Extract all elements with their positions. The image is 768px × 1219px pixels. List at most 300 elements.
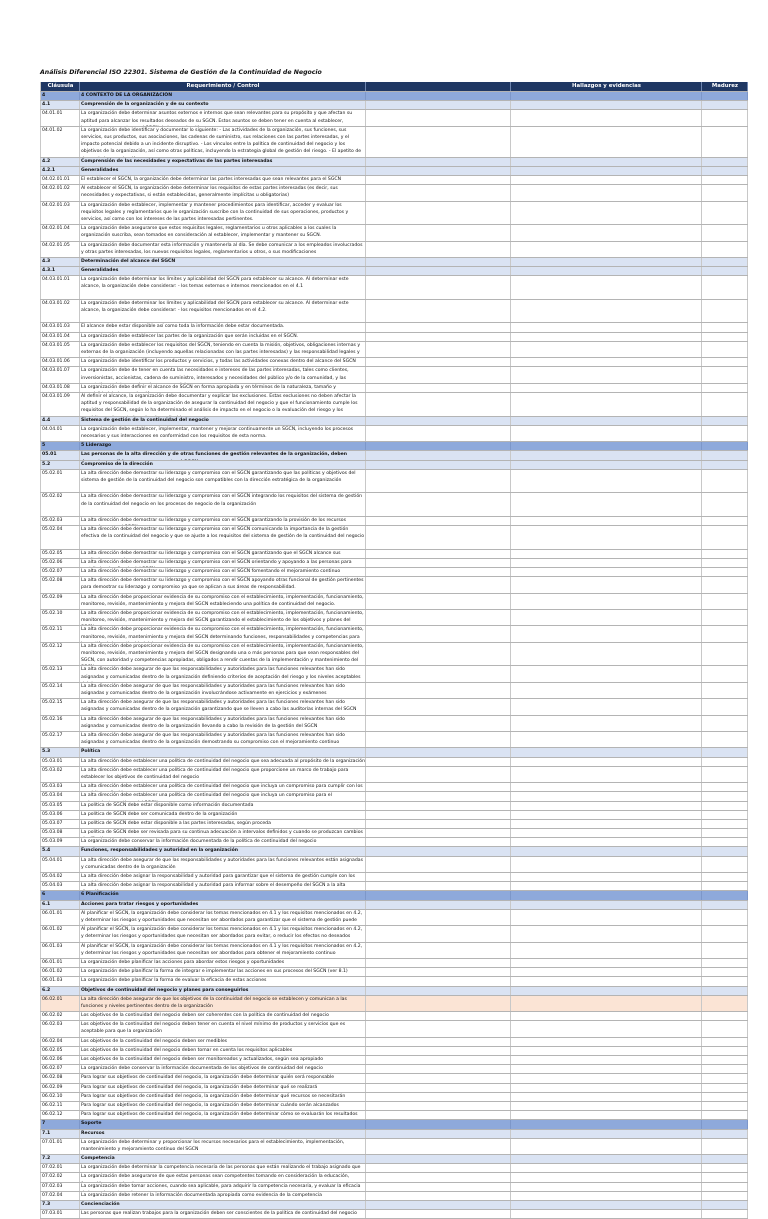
maturity-cell: [702, 1139, 748, 1154]
table-row: [40, 127, 748, 158]
table-row: [40, 838, 748, 847]
requirement-cell: Objetivos de continuidad del negocio y planes para conseguirlos: [80, 987, 366, 995]
requirement-cell: Competencia: [80, 1155, 366, 1163]
clause-cell: 04.03.01.06: [40, 358, 80, 366]
findings-cell: [511, 517, 702, 525]
clause-cell: 06.02.01: [40, 996, 80, 1011]
clause-cell: 05.02.04: [40, 526, 80, 549]
maturity-cell: [702, 926, 748, 941]
table-row: [40, 699, 748, 715]
clause-cell: 06.01.01: [40, 910, 80, 925]
requirement-cell: Compromiso de la dirección: [80, 461, 366, 469]
table-row: [40, 857, 748, 873]
maturity-cell: [702, 594, 748, 609]
requirement-cell: La alta dirección debe demostrar su liderazgo y compromiso con el SGCN orientando y apoyando a las personas para: [80, 559, 366, 567]
maturity-cell: [702, 442, 748, 450]
subsection-row: [40, 258, 748, 267]
findings-cell: [511, 493, 702, 516]
table-row: [40, 242, 748, 258]
requirement-cell: Política: [80, 748, 366, 756]
maturity-cell: [702, 1111, 748, 1119]
subsection-row: [40, 1201, 748, 1210]
maturity-cell: [702, 1093, 748, 1101]
table-row: [40, 758, 748, 767]
findings-cell: [511, 820, 702, 828]
maturity-cell: [702, 1038, 748, 1046]
requirement-overflow-cell: [366, 820, 511, 828]
findings-cell: [511, 267, 702, 275]
requirement-cell: La alta dirección debe establecer una política de continuidad del negocio que incluya un compromiso para el: [80, 792, 366, 800]
requirement-cell: La alta dirección debe asignar la responsabilidad y autoridad para garantizar que el sistema de gestión cumple con los: [80, 873, 366, 881]
table-row: [40, 493, 748, 517]
clause-cell: 06.02.12: [40, 1111, 80, 1119]
subsection-row: [40, 1155, 748, 1164]
findings-cell: [511, 526, 702, 549]
findings-cell: [511, 1130, 702, 1138]
requirement-overflow-cell: [366, 996, 511, 1011]
requirement-cell: Las personas que realizan trabajos para la organización deben ser conscientes de la política de continuidad del negocio: [80, 1210, 366, 1218]
table-row: [40, 559, 748, 568]
clause-cell: 07.02.03: [40, 1183, 80, 1191]
clause-cell: 5.2: [40, 461, 80, 469]
maturity-cell: [702, 426, 748, 441]
findings-cell: [511, 342, 702, 357]
clause-cell: 4.3: [40, 258, 80, 266]
requirement-overflow-cell: [366, 943, 511, 958]
requirement-overflow-cell: [366, 1065, 511, 1073]
requirement-overflow-cell: [366, 384, 511, 392]
requirement-overflow-cell: [366, 643, 511, 666]
requirement-cell: La alta dirección debe asegurar de que los objetivos de la continuidad del negocio se establecen y comunican a las funciones y niveles pertinentes dentro de la organización: [80, 996, 366, 1011]
clause-cell: 06.02.09: [40, 1084, 80, 1092]
gap-analysis-table: [40, 82, 748, 1219]
maturity-cell: [702, 873, 748, 881]
requirement-overflow-cell: [366, 626, 511, 641]
table-row: [40, 783, 748, 792]
maturity-cell: [702, 300, 748, 323]
table-row: [40, 470, 748, 494]
requirement-cell: La organización debe establecer, implementar y mantener procedimientos para identificar, acceder y evaluar los requisitos legales y reglamentarios que le organización suscribe con la continuidad de sus operaciones, productos y servicios, así como con los intereses de las partes interesadas pertinentes.: [80, 202, 366, 225]
findings-cell: [511, 748, 702, 756]
requirement-overflow-cell: [366, 891, 511, 899]
column-header-clausula: Cláusula: [40, 82, 80, 91]
requirement-overflow-cell: [366, 158, 511, 166]
findings-cell: [511, 300, 702, 323]
subsection-row: [40, 451, 748, 460]
clause-cell: 04.03.01.08: [40, 384, 80, 392]
column-header-spacer: [366, 82, 511, 91]
subsection-row: [40, 267, 748, 276]
maturity-cell: [702, 384, 748, 392]
requirement-cell: La alta dirección debe proporcionar evidencia de su compromiso con el establecimiento, implementación, funcionamiento, monitoreo, revisión, mantenimiento y mejora del SGCN estableciendo una política de continuidad del negocio.: [80, 594, 366, 609]
table-row: [40, 185, 748, 201]
requirement-cell: La organización debe establecer los requisitos del SGCN, teniendo en cuenta la misión, objetivos, obligaciones internas y externas de la organización (incluyendo aquellas relacionadas con las partes interesadas) y las responsabilidad legales y: [80, 342, 366, 357]
table-row: [40, 426, 748, 442]
table-row: [40, 802, 748, 811]
findings-cell: [511, 550, 702, 558]
requirement-cell: La organización debe retener la información documentada apropiada como evidencia de la competencia: [80, 1192, 366, 1200]
requirement-overflow-cell: [366, 829, 511, 837]
requirement-cell: Para lograr sus objetivos de continuidad del negocio, la organización debe determinar qué se realizará: [80, 1084, 366, 1092]
findings-cell: [511, 417, 702, 425]
table-row: [40, 1056, 748, 1065]
requirement-overflow-cell: [366, 926, 511, 941]
maturity-cell: [702, 158, 748, 166]
requirement-cell: Al establecer el SGCN, la organización debe determinar los requisitos de estas partes interesadas (es decir, sus necesidades y expectativas, si están establecidas, generalmente implícitas u obligatorias): [80, 185, 366, 200]
table-row: [40, 610, 748, 626]
findings-cell: [511, 1084, 702, 1092]
clause-cell: 06.01.03: [40, 977, 80, 985]
requirement-overflow-cell: [366, 873, 511, 881]
requirement-overflow-cell: [366, 758, 511, 766]
maturity-cell: [702, 342, 748, 357]
requirement-overflow-cell: [366, 1139, 511, 1154]
column-header-hallazgos: Hallazgos y evidencias: [511, 82, 702, 91]
requirement-cell: La alta dirección debe demostrar su liderazgo y compromiso con el SGCN apoyando otras funcional de gestión pertinentes para demostrar su liderazgo y compromiso ya que se aplican a sus áreas de responsabilidad.: [80, 577, 366, 592]
findings-cell: [511, 384, 702, 392]
findings-cell: [511, 461, 702, 469]
requirement-cell: 6 Planificación: [80, 891, 366, 899]
requirement-overflow-cell: [366, 838, 511, 846]
requirement-cell: La alta dirección debe demostrar su liderazgo y compromiso con el SGCN integrando los requisitos del sistema de gestión de la continuidad del negocio en los procesos de negocio de la organización: [80, 493, 366, 516]
requirement-overflow-cell: [366, 767, 511, 782]
requirement-cell: La alta dirección debe demostrar su liderazgo y compromiso con el SGCN comunicando la importancia de la gestión efectiva de la continuidad del negocio y que se ajuste a los requisitos del sistema de gestión de la continuidad del negocio: [80, 526, 366, 549]
maturity-cell: [702, 1056, 748, 1064]
requirement-cell: La organización debe establecer las partes de la organización que serán incluidas en el SGCN.: [80, 333, 366, 341]
findings-cell: [511, 242, 702, 257]
findings-cell: [511, 699, 702, 714]
table-row: [40, 300, 748, 324]
clause-cell: 05.02.05: [40, 550, 80, 558]
requirement-cell: La alta dirección debe proporcionar evidencia de su compromiso con el establecimiento, implementación, funcionamiento, monitoreo, revisión, mantenimiento y mejora del SGCN garantizando el establecimiento de los objetivos y planes del: [80, 610, 366, 625]
table-row: [40, 1047, 748, 1056]
maturity-cell: [702, 626, 748, 641]
requirement-overflow-cell: [366, 550, 511, 558]
subsection-row: [40, 101, 748, 110]
maturity-cell: [702, 829, 748, 837]
findings-cell: [511, 943, 702, 958]
table-row: [40, 926, 748, 942]
subsection-row: [40, 901, 748, 910]
findings-cell: [511, 1038, 702, 1046]
maturity-cell: [702, 847, 748, 855]
findings-cell: [511, 767, 702, 782]
findings-cell: [511, 783, 702, 791]
requirement-cell: La organización debe establecer, implementar, mantener y mejorar continuamente un SGCN, incluyendo los procesos necesarios y sus interacciones en conformidad con los requisitos de esta norma.: [80, 426, 366, 441]
requirement-cell: El alcance debe estar disponible así como toda la información debe estar documentada.: [80, 323, 366, 331]
table-row: [40, 1084, 748, 1093]
requirement-overflow-cell: [366, 594, 511, 609]
findings-cell: [511, 176, 702, 184]
table-row: [40, 202, 748, 226]
maturity-cell: [702, 1012, 748, 1020]
requirement-overflow-cell: [366, 610, 511, 625]
maturity-cell: [702, 943, 748, 958]
maturity-cell: [702, 185, 748, 200]
clause-cell: 04.02.01.03: [40, 202, 80, 225]
table-row: [40, 393, 748, 417]
requirement-cell: Generalidades: [80, 167, 366, 175]
clause-cell: 05.02.13: [40, 666, 80, 681]
table-row: [40, 792, 748, 801]
maturity-cell: [702, 820, 748, 828]
findings-cell: [511, 470, 702, 493]
maturity-cell: [702, 758, 748, 766]
clause-cell: 05.02.11: [40, 626, 80, 641]
maturity-cell: [702, 792, 748, 800]
clause-cell: 06.01.01: [40, 959, 80, 967]
table-row: [40, 1093, 748, 1102]
findings-cell: [511, 987, 702, 995]
findings-cell: [511, 643, 702, 666]
requirement-cell: La organización debe conservar la información documentada de los objetivos de continuidad del negocio: [80, 1065, 366, 1073]
clause-cell: 05.02.01: [40, 470, 80, 493]
requirement-cell: La organización debe definir el alcance de SGCN en forma apropiada y en términos de la naturaleza, tamaño y: [80, 384, 366, 392]
findings-cell: [511, 442, 702, 450]
clause-cell: 04.02.01.04: [40, 225, 80, 240]
requirement-cell: La alta dirección debe demostrar su liderazgo y compromiso con el SGCN fomentando el mejoramiento continuo: [80, 568, 366, 576]
findings-cell: [511, 333, 702, 341]
maturity-cell: [702, 1065, 748, 1073]
clause-cell: 4.4: [40, 417, 80, 425]
requirement-overflow-cell: [366, 1173, 511, 1181]
findings-cell: [511, 811, 702, 819]
findings-cell: [511, 1173, 702, 1181]
table-row: [40, 358, 748, 367]
requirement-overflow-cell: [366, 987, 511, 995]
table-row: [40, 367, 748, 383]
clause-cell: 05.03.07: [40, 820, 80, 828]
clause-cell: 4.1: [40, 101, 80, 109]
subsection-row: [40, 158, 748, 167]
findings-cell: [511, 666, 702, 681]
requirement-cell: Comprensión de las necesidades y expectativas de las partes interesadas: [80, 158, 366, 166]
maturity-cell: [702, 699, 748, 714]
maturity-cell: [702, 838, 748, 846]
maturity-cell: [702, 417, 748, 425]
requirement-overflow-cell: [366, 683, 511, 698]
maturity-cell: [702, 666, 748, 681]
requirement-overflow-cell: [366, 1155, 511, 1163]
findings-cell: [511, 716, 702, 731]
clause-cell: 6: [40, 891, 80, 899]
subsection-row: [40, 1130, 748, 1139]
table-row: [40, 568, 748, 577]
findings-cell: [511, 92, 702, 100]
requirement-overflow-cell: [366, 1102, 511, 1110]
findings-cell: [511, 838, 702, 846]
requirement-overflow-cell: [366, 393, 511, 416]
maturity-cell: [702, 1173, 748, 1181]
table-row: [40, 1173, 748, 1182]
clause-cell: 05.02.10: [40, 610, 80, 625]
section-row: [40, 1120, 748, 1129]
findings-cell: [511, 792, 702, 800]
clause-cell: 04.03.01.05: [40, 342, 80, 357]
table-row: [40, 1192, 748, 1201]
maturity-cell: [702, 959, 748, 967]
requirement-overflow-cell: [366, 559, 511, 567]
clause-cell: 04.03.01.03: [40, 323, 80, 331]
clause-cell: 05.03.03: [40, 783, 80, 791]
maturity-cell: [702, 1183, 748, 1191]
requirement-cell: La alta dirección debe demostrar su liderazgo y compromiso con el SGCN garantizando que el SGCN alcance sus: [80, 550, 366, 558]
maturity-cell: [702, 882, 748, 890]
requirement-overflow-cell: [366, 1074, 511, 1082]
requirement-overflow-cell: [366, 968, 511, 976]
table-row: [40, 910, 748, 926]
requirement-overflow-cell: [366, 748, 511, 756]
clause-cell: 04.02.01.05: [40, 242, 80, 257]
requirement-cell: La organización debe de tener en cuenta las necesidades e intereses de las partes interesadas, tales como clientes, inversionistas, accionistas, cadena de suministro, interesados y necesidades del público y/o de la comunidad, y las: [80, 367, 366, 382]
requirement-overflow-cell: [366, 577, 511, 592]
maturity-cell: [702, 451, 748, 459]
requirement-overflow-cell: [366, 342, 511, 357]
requirement-overflow-cell: [366, 1201, 511, 1209]
requirement-overflow-cell: [366, 1111, 511, 1119]
table-row: [40, 1074, 748, 1083]
table-row: [40, 276, 748, 300]
clause-cell: 04.02.01.02: [40, 185, 80, 200]
table-row: [40, 577, 748, 593]
maturity-cell: [702, 1102, 748, 1110]
requirement-cell: Funciones, responsabilidades y autoridad en la organización: [80, 847, 366, 855]
requirement-overflow-cell: [366, 451, 511, 459]
maturity-cell: [702, 901, 748, 909]
requirement-cell: Al definir el alcance, la organización debe documentar y explicar las exclusiones. Estas exclusiones no deben afectar la aptitud y responsabilidad de la organización de asegurar la continuidad del negocio y que el funcionamiento cumple los requisitos del SGCN, según lo ha determinado el análisis de impacto en el negocio o la evaluación del riesgo y los: [80, 393, 366, 416]
maturity-cell: [702, 1084, 748, 1092]
requirement-overflow-cell: [366, 225, 511, 240]
maturity-cell: [702, 176, 748, 184]
requirement-cell: Los objetivos de la continuidad del negocio deben ser monitoreados y actualizados, según sea apropiado: [80, 1056, 366, 1064]
requirement-overflow-cell: [366, 857, 511, 872]
table-row: [40, 1139, 748, 1155]
findings-cell: [511, 977, 702, 985]
findings-cell: [511, 1155, 702, 1163]
maturity-cell: [702, 802, 748, 810]
requirement-cell: Para lograr sus objetivos de continuidad del negocio, la organización debe determinar qué recursos se necesitarán: [80, 1093, 366, 1101]
clause-cell: 4.2: [40, 158, 80, 166]
requirement-overflow-cell: [366, 901, 511, 909]
findings-cell: [511, 110, 702, 125]
findings-cell: [511, 127, 702, 157]
requirement-overflow-cell: [366, 910, 511, 925]
clause-cell: 04.03.01.09: [40, 393, 80, 416]
requirement-overflow-cell: [366, 276, 511, 299]
subsection-row: [40, 461, 748, 470]
requirement-overflow-cell: [366, 167, 511, 175]
findings-cell: [511, 829, 702, 837]
column-header-requerimiento: Requerimiento / Control: [80, 82, 366, 91]
table-row: [40, 1038, 748, 1047]
findings-cell: [511, 1192, 702, 1200]
maturity-cell: [702, 996, 748, 1011]
requirement-overflow-cell: [366, 732, 511, 747]
requirement-cell: Los objetivos de la continuidad del negocio deben tomar en cuenta los requisitos aplicables: [80, 1047, 366, 1055]
maturity-cell: [702, 1210, 748, 1218]
table-row: [40, 1102, 748, 1111]
clause-cell: 05.03.04: [40, 792, 80, 800]
requirement-overflow-cell: [366, 323, 511, 331]
clause-cell: 05.03.09: [40, 838, 80, 846]
findings-cell: [511, 1102, 702, 1110]
clause-cell: 04.03.01.07: [40, 367, 80, 382]
table-row: [40, 1065, 748, 1074]
requirement-overflow-cell: [366, 517, 511, 525]
requirement-cell: La alta dirección debe proporcionar evidencia de su compromiso con el establecimiento, implementación, funcionamiento, monitoreo, revisión, mantenimiento y mejora del SGCN designando una o más personas para que sean responsables del SGCN, con autoridad y competencias apropiadas, obligados a rendir cuentas de la implementación y mantenimiento del: [80, 643, 366, 666]
requirement-cell: La política de SGCN debe estar disponible como información documentada: [80, 802, 366, 810]
clause-cell: 6.1: [40, 901, 80, 909]
requirement-cell: La organización debe determinar asuntos externos e internos que sean relevantes para su propósito y que afectan su aptitud para alcanzar los resultados deseados de su SGCN. Estos asuntos se deben tener en cuenta al establecer,: [80, 110, 366, 125]
section-row: [40, 92, 748, 101]
findings-cell: [511, 1210, 702, 1218]
findings-cell: [511, 1111, 702, 1119]
requirement-cell: La alta dirección debe establecer una política de continuidad del negocio que incluya un compromiso para cumplir con los: [80, 783, 366, 791]
requirement-overflow-cell: [366, 258, 511, 266]
clause-cell: 05.02.17: [40, 732, 80, 747]
clause-cell: 05.03.05: [40, 802, 80, 810]
maturity-cell: [702, 493, 748, 516]
requirement-overflow-cell: [366, 1183, 511, 1191]
maturity-cell: [702, 202, 748, 225]
maturity-cell: [702, 968, 748, 976]
findings-cell: [511, 910, 702, 925]
requirement-overflow-cell: [366, 699, 511, 714]
subsection-row: [40, 748, 748, 757]
clause-cell: 06.02.02: [40, 1012, 80, 1020]
table-row: [40, 323, 748, 332]
requirement-cell: 5 Liderazgo: [80, 442, 366, 450]
findings-cell: [511, 577, 702, 592]
clause-cell: 7: [40, 1120, 80, 1128]
subsection-row: [40, 167, 748, 176]
maturity-cell: [702, 910, 748, 925]
findings-cell: [511, 847, 702, 855]
requirement-cell: El establecer el SGCN, la organización debe determinar las partes interesadas que sean relevantes para el SGCN: [80, 176, 366, 184]
requirement-overflow-cell: [366, 333, 511, 341]
requirement-overflow-cell: [366, 847, 511, 855]
requirement-cell: Recursos: [80, 1130, 366, 1138]
table-row: [40, 959, 748, 968]
findings-cell: [511, 101, 702, 109]
findings-cell: [511, 1074, 702, 1082]
maturity-cell: [702, 683, 748, 698]
clause-cell: 05.02.12: [40, 643, 80, 666]
clause-cell: 05.03.08: [40, 829, 80, 837]
requirement-overflow-cell: [366, 1130, 511, 1138]
table-row: [40, 517, 748, 526]
clause-cell: 05.03.01: [40, 758, 80, 766]
clause-cell: 06.02.11: [40, 1102, 80, 1110]
requirement-cell: La organización debe identificar los productos y servicios, y todas las actividades conexas dentro del alcance del SGCN: [80, 358, 366, 366]
table-row: [40, 333, 748, 342]
table-row: [40, 384, 748, 393]
findings-cell: [511, 1139, 702, 1154]
findings-cell: [511, 559, 702, 567]
table-row: [40, 811, 748, 820]
findings-cell: [511, 996, 702, 1011]
requirement-overflow-cell: [366, 526, 511, 549]
requirement-cell: La organización debe conservar la información documentada de la política de continuidad del negocio: [80, 838, 366, 846]
table-row: [40, 820, 748, 829]
requirement-cell: La alta dirección debe asegurar de que las responsabilidades y autoridades para las funciones relevantes han sido asignadas y comunicadas dentro de la organización garantizando que se lleven a cabo las auditorías internas del SGCN: [80, 699, 366, 714]
subsection-row: [40, 847, 748, 856]
maturity-cell: [702, 333, 748, 341]
requirement-cell: Los objetivos de la continuidad del negocio deben tener en cuenta el nivel mínimo de productos y servicios que es aceptable para que la organización: [80, 1021, 366, 1036]
requirement-overflow-cell: [366, 242, 511, 257]
maturity-cell: [702, 891, 748, 899]
requirement-overflow-cell: [366, 470, 511, 493]
